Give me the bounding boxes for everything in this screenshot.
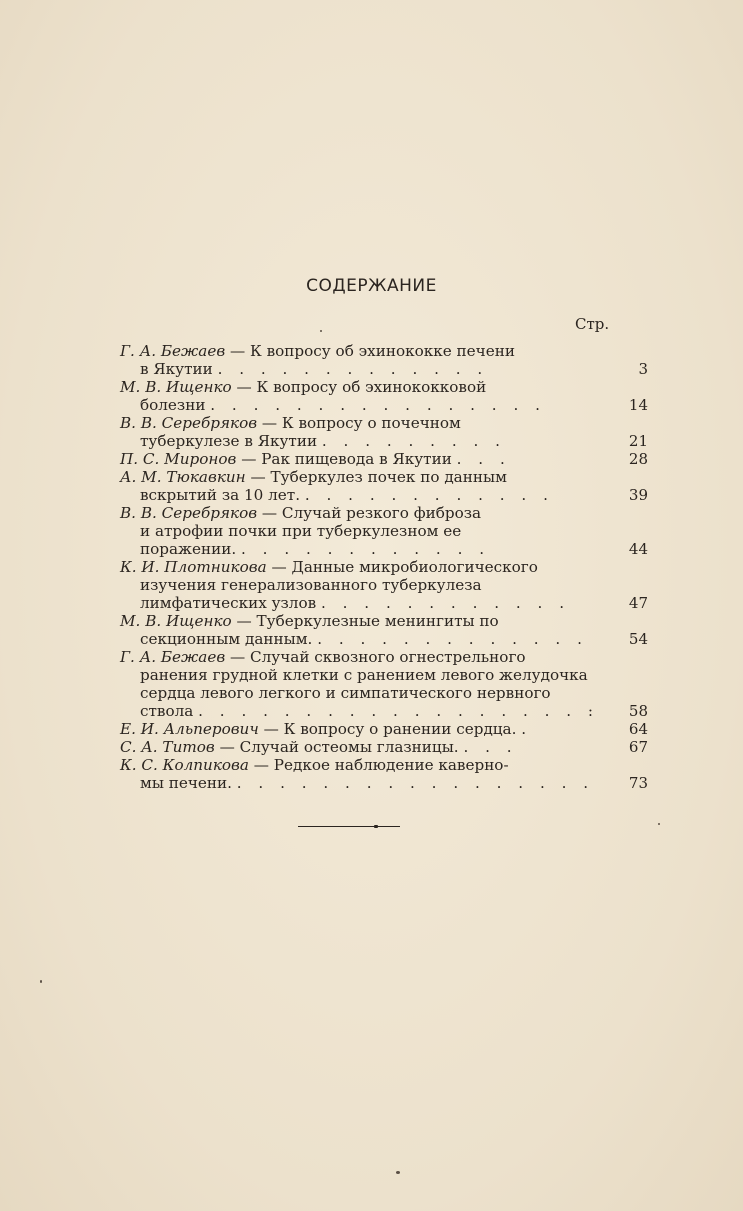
toc-entry[interactable]: [120, 504, 648, 558]
toc-title-line: — Редкое наблюдение каверно-: [253, 756, 509, 774]
toc-entry[interactable]: [120, 738, 648, 756]
toc-page-number: 44: [628, 540, 648, 558]
toc-author: Е. И. Альперович: [120, 720, 259, 738]
toc-title-line: — К вопросу о почечном: [261, 414, 461, 432]
toc-author: В. В. Серебряков: [120, 504, 258, 522]
decorative-divider: [298, 826, 400, 827]
toc-title-line: туберкулезе в Якутии: [140, 432, 318, 450]
toc-page-number: 47: [628, 594, 648, 612]
toc-page-number: 14: [628, 396, 648, 414]
toc-page-number: 58: [628, 702, 648, 720]
toc-author: К. С. Колпикова: [120, 756, 249, 774]
toc-author: А. М. Тюкавкин: [120, 468, 246, 486]
toc-page-number: 67: [628, 738, 648, 756]
toc-author: С. А. Титов: [120, 738, 215, 756]
toc-page-number: 39: [628, 486, 648, 504]
toc-author: М. В. Ищенко: [120, 612, 232, 630]
toc-entry[interactable]: [120, 558, 648, 612]
paper-speck: [40, 980, 42, 983]
table-of-contents: [120, 342, 648, 792]
toc-author: К. И. Плотникова: [120, 558, 267, 576]
toc-title-line: — Туберкулезные менингиты по: [236, 612, 499, 630]
toc-title-line: вскрытий за 10 лет.: [140, 486, 301, 504]
toc-title-line: — Случай резкого фиброза: [261, 504, 482, 522]
toc-leader-dots: .: [521, 720, 533, 738]
toc-title-line: — К вопросу об эхинококковой: [236, 378, 487, 396]
toc-entry[interactable]: [120, 342, 648, 378]
toc-leader-dots: . . . . . . . . . . . .: [320, 594, 571, 612]
toc-title-line: — Случай сквозного огнестрельного: [230, 648, 526, 666]
toc-leader-dots: . . . . . . . . . . . .: [241, 540, 491, 558]
toc-leader-dots: . . . . . . . . . . . . .: [317, 630, 588, 648]
toc-leader-dots: . . . . . . . . .: [321, 432, 506, 450]
toc-entry[interactable]: [120, 414, 648, 450]
toc-leader-dots: . . . . . . . . . . . .: [304, 486, 554, 504]
toc-title-line: и атрофии почки при туберкулезном ее: [140, 522, 462, 540]
toc-leader-dots: . . . . . . . . . . . . . . . . .: [236, 774, 595, 792]
toc-page-number: 3: [638, 360, 648, 378]
toc-leader-dots: . . . . . . . . . . . . . . . .: [210, 396, 546, 414]
toc-title-line: ствола: [140, 702, 194, 720]
toc-leader-dots: . . . . . . . . . . . . .: [217, 360, 489, 378]
toc-title-line: лимфатических узлов: [140, 594, 317, 612]
toc-entry[interactable]: [120, 648, 648, 720]
paper-speck: [396, 1171, 400, 1174]
toc-title-line: секционным данным.: [140, 630, 313, 648]
toc-page-number: 73: [628, 774, 648, 792]
toc-entry[interactable]: [120, 450, 648, 468]
toc-entry[interactable]: [120, 756, 648, 792]
toc-page-number: 54: [628, 630, 648, 648]
paper-speck: [320, 330, 322, 332]
toc-title-line: — К вопросу об эхинококке печени: [230, 342, 515, 360]
toc-title-line: в Якутии: [140, 360, 213, 378]
toc-leader-dots: . . . . . . . . . . . . . . . . . . :: [198, 702, 600, 720]
toc-title-line: — Туберкулез почек по данным: [250, 468, 507, 486]
toc-author: В. В. Серебряков: [120, 414, 258, 432]
toc-title-line: — К вопросу о ранении сердца.: [263, 720, 517, 738]
toc-author: П. С. Миронов: [120, 450, 237, 468]
toc-author: М. В. Ищенко: [120, 378, 232, 396]
paper-speck: [658, 823, 660, 825]
toc-leader-dots: . . .: [456, 450, 511, 468]
toc-author: Г. А. Бежаев: [120, 648, 226, 666]
toc-page-number: 28: [628, 450, 648, 468]
toc-author: Г. А. Бежаев: [120, 342, 226, 360]
page-title: СОДЕРЖАНИЕ: [306, 276, 437, 296]
toc-title-line: ранения грудной клетки с ранением левого желудочка: [140, 666, 588, 684]
page-column-header: Стр.: [575, 315, 610, 333]
toc-title-line: — Случай остеомы глазницы.: [219, 738, 459, 756]
toc-title-line: мы печени.: [140, 774, 232, 792]
toc-entry[interactable]: [120, 378, 648, 414]
toc-page-number: 64: [628, 720, 648, 738]
toc-title-line: поражении.: [140, 540, 237, 558]
toc-title-line: сердца левого легкого и симпатического нервного: [140, 684, 551, 702]
toc-title-line: изучения генерализованного туберкулеза: [140, 576, 482, 594]
toc-leader-dots: . . .: [463, 738, 518, 756]
toc-page-number: 21: [628, 432, 648, 450]
toc-title-line: болезни: [140, 396, 206, 414]
toc-title-line: — Рак пищевода в Якутии: [241, 450, 452, 468]
toc-title-line: — Данные микробиологического: [271, 558, 538, 576]
toc-entry[interactable]: [120, 720, 648, 738]
toc-entry[interactable]: [120, 468, 648, 504]
toc-entry[interactable]: [120, 612, 648, 648]
